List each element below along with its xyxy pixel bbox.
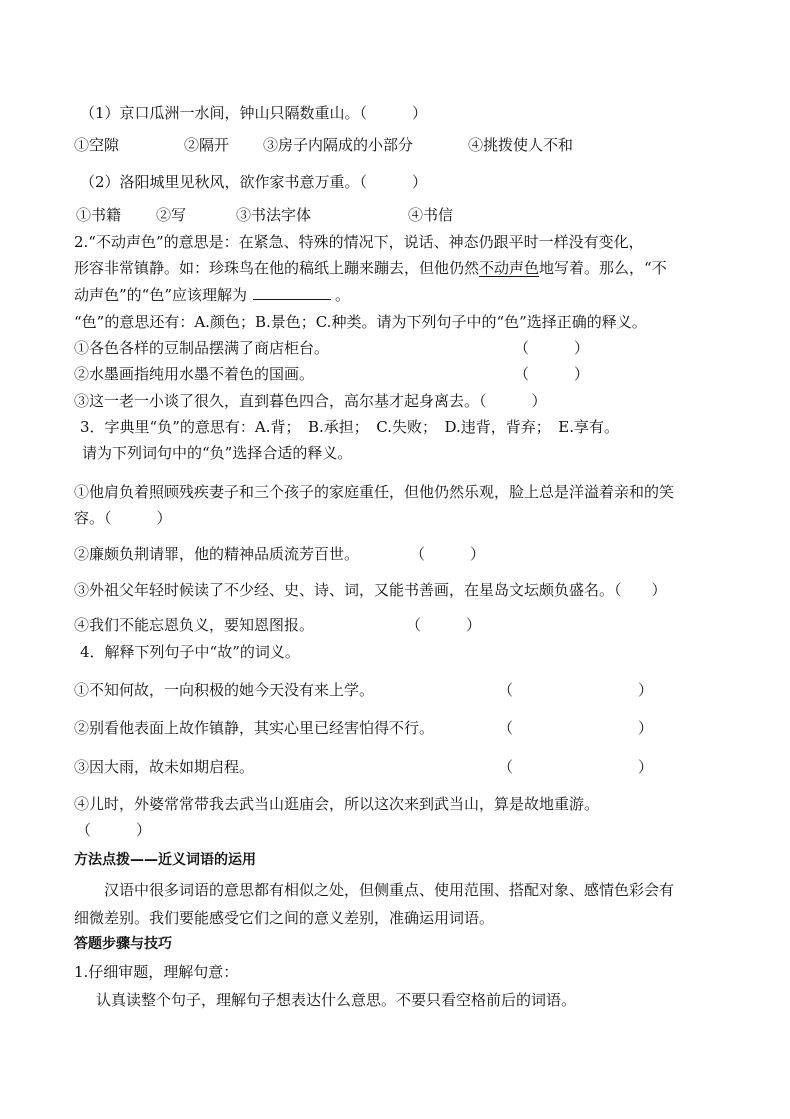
method-paragraph-line-2: 细微差别。我们要能感受它们之间的意义差别，准确运用词语。 <box>74 909 495 927</box>
q3-item-2-text: ②廉颇负荆请罪，他的精神品质流芳百世。 <box>74 545 360 563</box>
q2-line-2-post: 地写着。那么，“不 <box>539 259 667 277</box>
q3-item-2 <box>74 544 486 564</box>
q1-sub1-option-2: ②隔开 <box>184 136 230 154</box>
q2-line-4: “色”的意思还有：A.颜色；B.景色；C.种类。请为下列句子中的“色”选择正确的释义。 <box>74 313 647 331</box>
q3-item-2-paren[interactable]: （ ） <box>410 545 486 563</box>
q4-item-3-text: ③因大雨，故未如期启程。 <box>74 758 255 776</box>
q2-item-1-paren[interactable]: （ ） <box>514 339 590 357</box>
q4-item-4-line-1: ④儿时，外婆常常带我去武当山逛庙会，所以这次来到武当山，算是故地重游。 <box>74 795 600 813</box>
step-1-text: 认真读整个句子，理解句子想表达什么意思。不要只看空格前后的词语。 <box>96 991 577 1009</box>
q4-item-1-text: ①不知何故，一向积极的她今天没有来上学。 <box>74 681 375 699</box>
q3-line-1: 3．字典里“负”的意思有：A.背； B.承担； C.失败； D.违背，背弃； E.享有。 <box>80 418 619 436</box>
q4-item-2-open-paren[interactable]: （ <box>498 719 514 737</box>
q1-sub1-option-1: ①空隙 <box>74 136 120 154</box>
q4-item-2 <box>74 718 654 738</box>
q2-line-3-post: 。 <box>335 286 351 304</box>
q2-line-2-pre: 形容非常镇静。如：珍珠鸟在他的稿纸上蹦来蹦去，但他仍然 <box>74 259 480 277</box>
q2-item-2 <box>74 364 590 384</box>
method-paragraph-line-1: 汉语中很多词语的意思都有相似之处，但侧重点、使用范围、搭配对象、感情色彩会有 <box>104 881 675 899</box>
q1-sub2-option-4: ④书信 <box>408 206 454 224</box>
q4-item-3-close-paren[interactable]: ） <box>638 758 654 776</box>
q3-line-2: 请为下列词句中的“负”选择合适的释义。 <box>82 444 353 462</box>
q2-item-2-text: ②水墨画指纯用水墨不着色的国画。 <box>74 365 315 383</box>
q2-item-1 <box>74 338 590 358</box>
q1-sub1-line: （1）京口瓜洲一水间，钟山只隔数重山。（ ） <box>80 104 428 122</box>
q3-item-4-paren[interactable]: （ ） <box>406 616 482 634</box>
q4-item-2-text: ②别看他表面上故作镇静，其实心里已经害怕得不行。 <box>74 719 435 737</box>
method-heading: 方法点拨——近义词语的运用 <box>74 852 256 868</box>
step-1-title: 1.仔细审题，理解句意： <box>74 963 239 981</box>
q2-item-3: ③这一老一小谈了很久，直到暮色四合，高尔基才起身离去。（ ） <box>74 392 547 410</box>
q2-item-1-text: ①各色各样的豆制品摆满了商店柜台。 <box>74 339 330 357</box>
q2-item-2-paren[interactable]: （ ） <box>514 365 590 383</box>
q4-item-4-paren[interactable]: （ ） <box>76 821 152 839</box>
q3-item-4-text: ④我们不能忘恩负义，要知恩图报。 <box>74 616 315 634</box>
q1-sub1-option-3: ③房子内隔成的小部分 <box>263 136 414 154</box>
q4-title: 4．解释下列句子中“故”的词义。 <box>80 643 300 661</box>
q1-sub2-line: （2）洛阳城里见秋风，欲作家书意万重。（ ） <box>80 173 428 191</box>
q1-sub2-option-1: ①书籍 <box>76 206 122 224</box>
q3-item-3: ③外祖父年轻时候读了不少经、史、诗、词，又能书善画，在星岛文坛颇负盛名。（ ） <box>74 581 667 599</box>
q2-line-3-pre: 动声色”的“色”应该理解为 <box>74 286 248 304</box>
q1-sub1-option-4: ④挑拨使人不和 <box>468 136 574 154</box>
steps-heading: 答题步骤与技巧 <box>74 936 172 952</box>
q2-line-2 <box>74 258 667 278</box>
q2-line-1: 2.“不动声色”的意思是：在紧急、特殊的情况下，说话、神态仍跟平时一样没有变化， <box>74 233 644 251</box>
q4-item-3-open-paren[interactable]: （ <box>498 758 514 776</box>
q4-item-1-close-paren[interactable]: ） <box>638 681 654 699</box>
q2-answer-blank[interactable] <box>253 285 331 300</box>
q4-item-1 <box>74 680 654 700</box>
q4-item-3 <box>74 757 654 777</box>
q1-sub2-option-3: ③书法字体 <box>236 206 312 224</box>
q4-item-1-open-paren[interactable]: （ <box>498 681 514 699</box>
q2-line-3 <box>74 285 350 305</box>
q4-item-2-close-paren[interactable]: ） <box>638 719 654 737</box>
q3-item-1-line-1: ①他肩负着照顾残疾妻子和三个孩子的家庭重任，但他仍然乐观，脸上总是洋溢着亲和的笑 <box>74 483 675 501</box>
q1-sub2-option-2: ②写 <box>156 206 187 224</box>
q3-item-4 <box>74 615 482 635</box>
q3-item-1-line-2: 容。（ ） <box>74 509 172 527</box>
q2-underlined-term: 不动声色 <box>479 259 540 277</box>
